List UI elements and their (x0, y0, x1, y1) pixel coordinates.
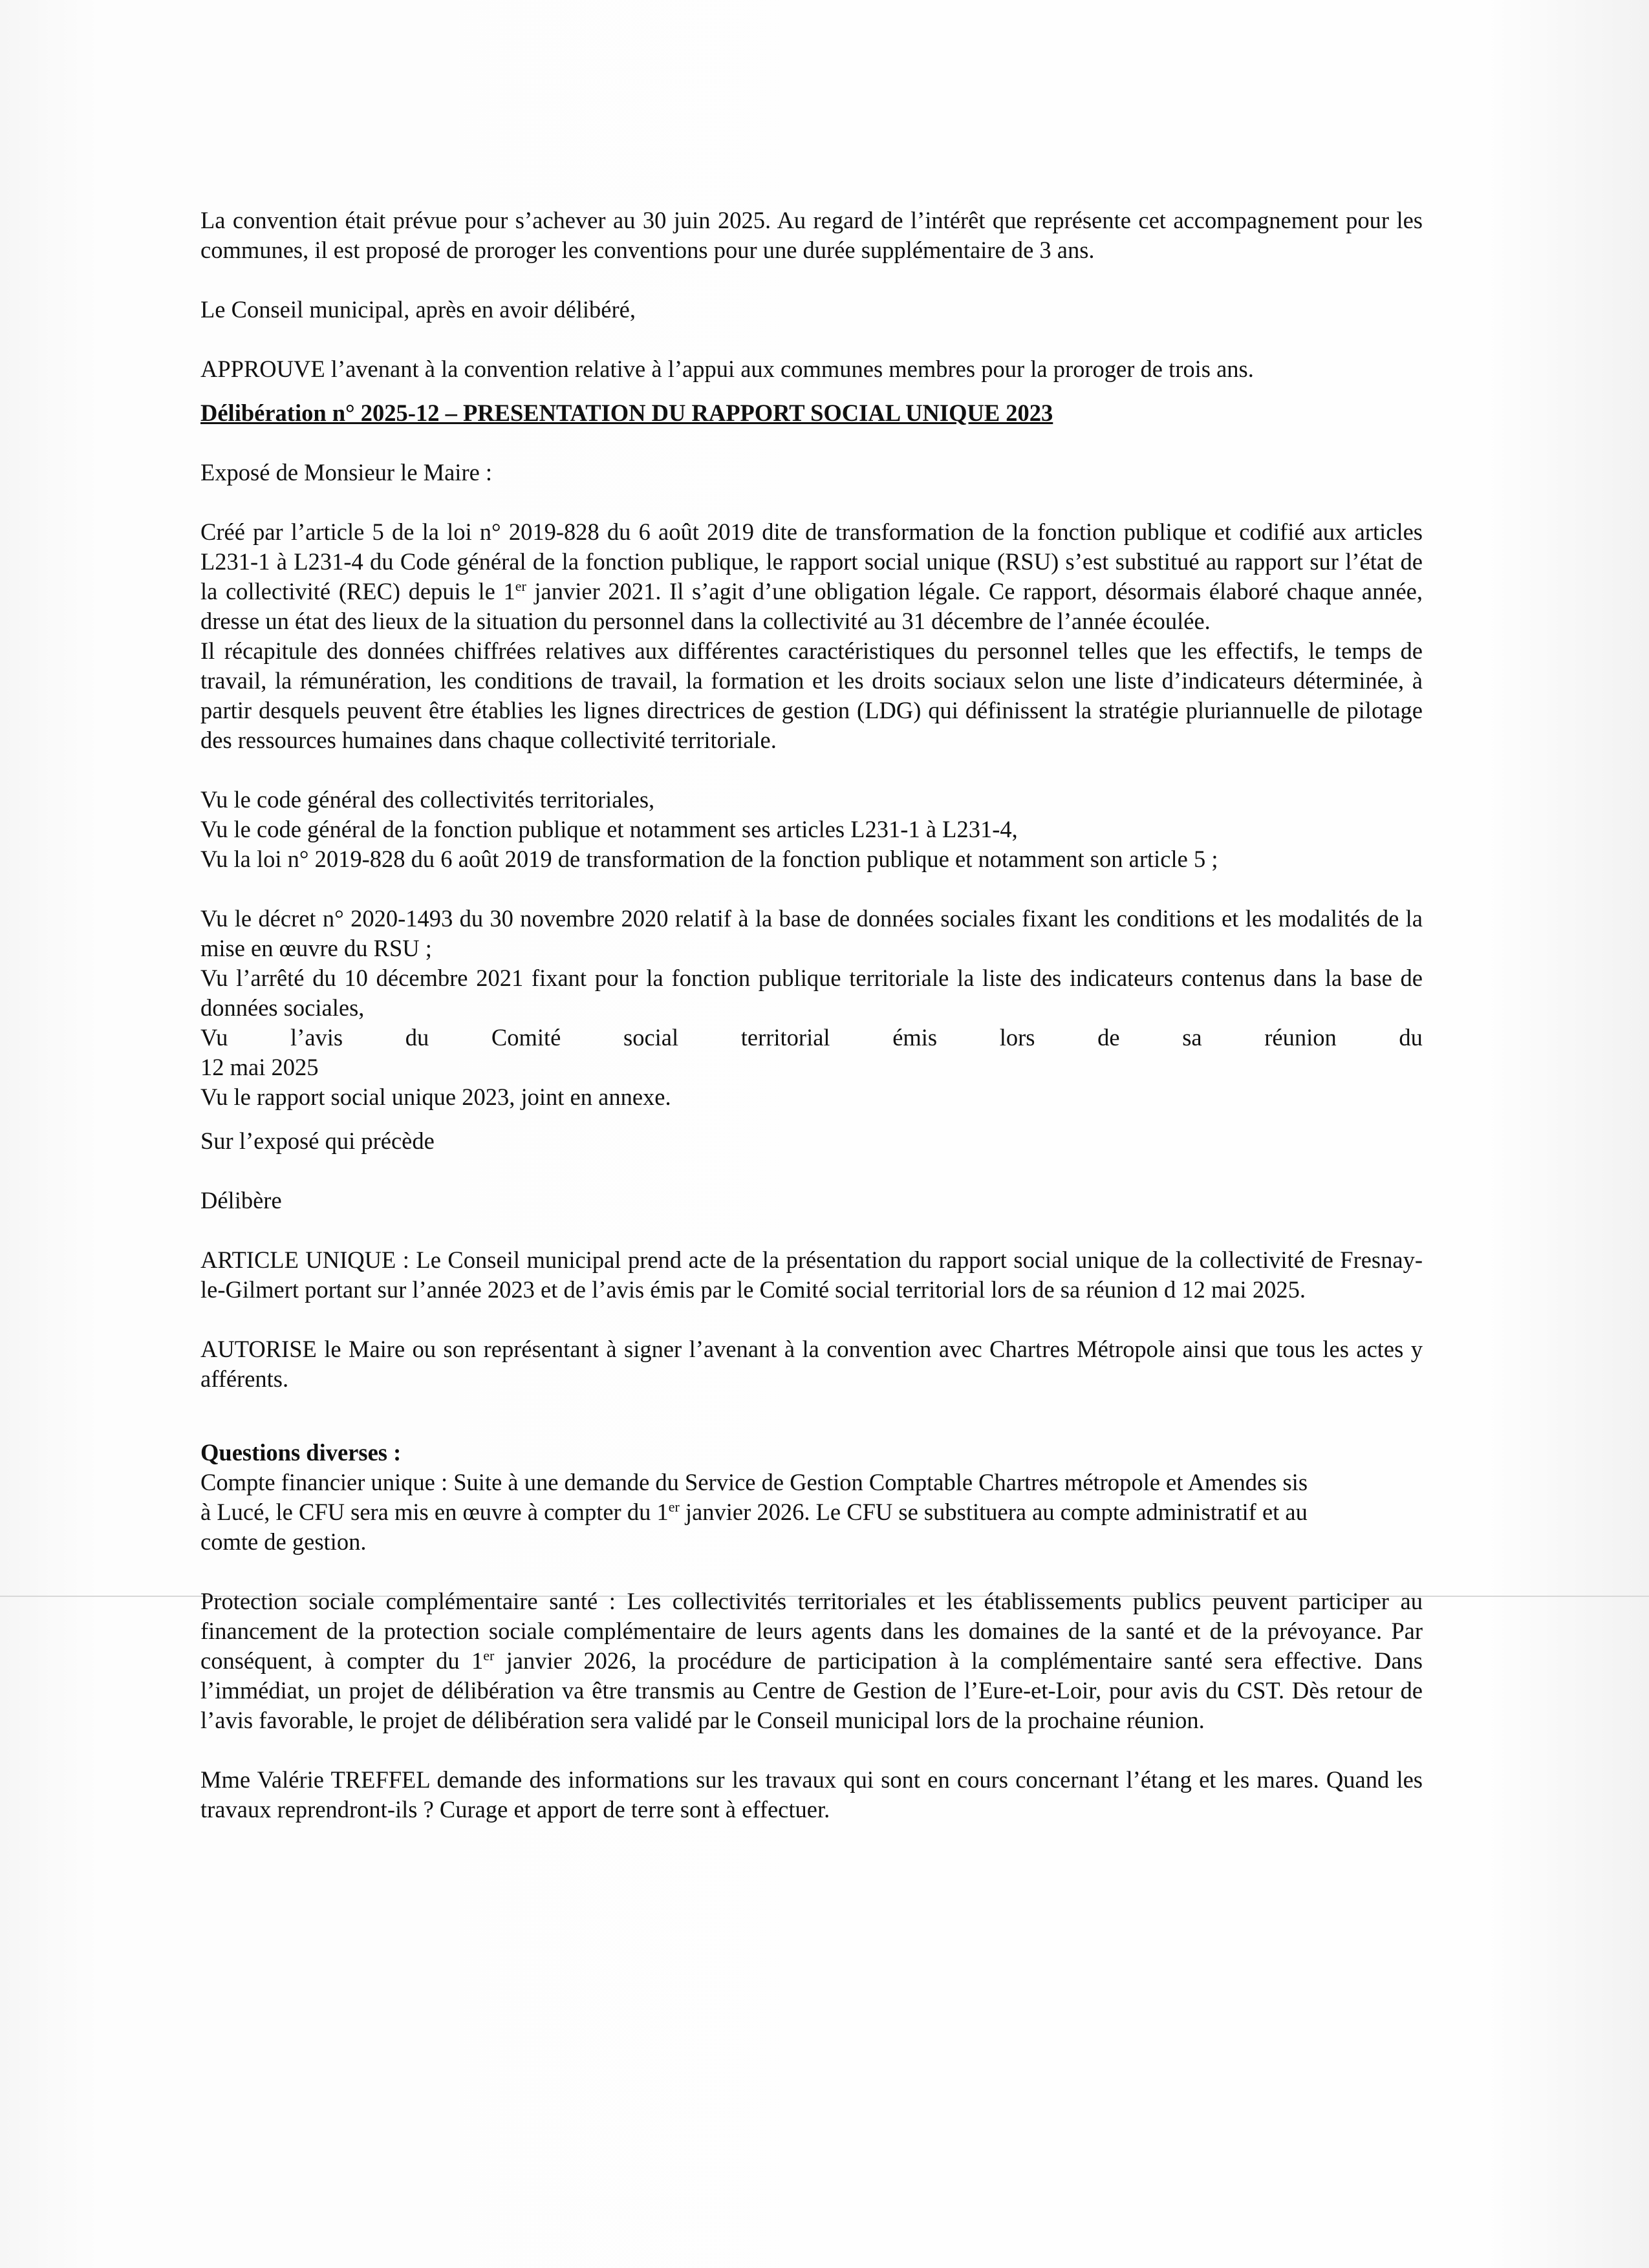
question-cfu (200, 1468, 1322, 1557)
vu-line-7: Vu le rapport social unique 2023, joint en annexe. (200, 1084, 671, 1110)
question-ps-sup: er (483, 1647, 495, 1664)
vu-line-1: Vu le code général des collectivités territoriales, (200, 786, 655, 813)
vu-line-4: Vu le décret n° 2020-1493 du 30 novembre 2020 relatif à la base de données sociales fixant les conditions et les modalités de la mise en œuvre du RSU ; (200, 905, 1423, 961)
vu-line-6-word: réunion (1264, 1024, 1337, 1051)
vu-line-6-word: l’avis (290, 1024, 343, 1051)
vu-line-2: Vu le code général de la fonction publique et notamment ses articles L231-1 à L231-4, (200, 816, 1018, 842)
deliberation-title: Délibération n° 2025-12 – PRESENTATION DU RAPPORT SOCIAL UNIQUE 2023 (200, 400, 1053, 426)
expose-line: Exposé de Monsieur le Maire : (200, 459, 493, 486)
question-ps-a: Protection sociale complémentaire santé : Les collectivités territoriales et les établissements publics peuvent participer au financement de la protection sociale complémentaire de leurs agents dans les domaines de la santé et de la prévoyance. Par conséquent, à compter du 1 (200, 1588, 1423, 1674)
question-cfu-b: janvier 2026. Le CFU se substituera au compte administratif et au comte de gestion. (200, 1499, 1308, 1555)
vu-line-6-word: Comité (491, 1024, 561, 1051)
autorise-paragraph: AUTORISE le Maire ou son représentant à signer l’avenant à la convention avec Chartres Métropole ainsi que tous les actes y afférents. (200, 1336, 1423, 1392)
questions-heading: Questions diverses : (200, 1439, 402, 1466)
vu-line-6 (200, 1023, 1423, 1053)
vu-line-5: Vu l’arrêté du 10 décembre 2021 fixant pour la fonction publique territoriale la liste des indicateurs contenus dans la base de données sociales, (200, 965, 1423, 1021)
question-travaux-etang: Mme Valérie TREFFEL demande des informations sur les travaux qui sont en cours concernant l’étang et les mares. Quand les travaux reprendront-ils ? Curage et apport de terre sont à effectuer. (200, 1766, 1423, 1823)
vu-line-6-word: de (1097, 1024, 1120, 1051)
question-protection-sociale (200, 1587, 1423, 1735)
delibere-line: Délibère (200, 1187, 282, 1214)
vu-line-6-word: du (1399, 1024, 1423, 1051)
question-ps-b: janvier 2026, la procédure de participation à la complémentaire santé sera effective. Dans l’immédiat, un projet de délibération va être transmis au Centre de Gestion de l’Eure-et-Loir, pour avis du CST. Dès retour de l’avis favorable, le projet de délibération sera validé par le Conseil municipal lors de la prochaine réunion. (200, 1647, 1423, 1733)
paragraph-convention: La convention était prévue pour s’achever au 30 juin 2025. Au regard de l’intérêt que représente cet accompagnement pour les communes, il est proposé de proroger les conventions pour une durée supplémentaire de 3 ans. (200, 207, 1423, 263)
sur-expose-line: Sur l’exposé qui précède (200, 1128, 435, 1154)
vu-line-6-word: territorial (740, 1024, 830, 1051)
vu-line-3: Vu la loi n° 2019-828 du 6 août 2019 de transformation de la fonction publique et notamment son article 5 ; (200, 846, 1218, 872)
paragraph-rsu-details: Il récapitule des données chiffrées relatives aux différentes caractéristiques du personnel telles que les effectifs, le temps de travail, la rémunération, les conditions de travail, la formation et les droits sociaux selon une liste d’indicateurs déterminée, à partir desquels peuvent être établies les lignes directrices de gestion (LDG) qui définissent la stratégie pluriannuelle de pilotage des ressources humaines dans chaque collectivité territoriale. (200, 637, 1423, 753)
question-cfu-a: Compte financier unique : Suite à une demande du Service de Gestion Comptable Chartres métropole et Amendes sis à Lucé, le CFU sera mis en œuvre à compter du 1 (200, 1469, 1308, 1525)
vu-line-6-word: Vu (200, 1024, 228, 1051)
rsu-intro-b: janvier 2021. Il s’agit d’une obligation légale. Ce rapport, désormais élaboré chaque année, dresse un état des lieux de la situation du personnel dans la collectivité au 31 décembre de l’année écoulée. (200, 578, 1423, 634)
vu-line-6-end: 12 mai 2025 (200, 1054, 319, 1080)
vu-line-6-word: émis (892, 1024, 938, 1051)
paragraph-conseil: Le Conseil municipal, après en avoir délibéré, (200, 296, 636, 323)
question-cfu-sup: er (668, 1498, 680, 1515)
vu-line-6-word: sa (1182, 1024, 1202, 1051)
paragraph-approuve: APPROUVE l’avenant à la convention relative à l’appui aux communes membres pour la proroger de trois ans. (200, 356, 1254, 382)
document-body (200, 206, 1423, 1824)
vu-line-6-word: lors (999, 1024, 1035, 1051)
vu-line-6-word: social (623, 1024, 679, 1051)
rsu-intro-a: Créé par l’article 5 de la loi n° 2019-828 du 6 août 2019 dite de transformation de la fonction publique et codifié aux articles L231-1 à L231-4 du Code général de la fonction publique, le rapport social unique (RSU) s’est substitué au rapport sur l’état de la collectivité (REC) depuis le 1 (200, 519, 1423, 604)
paragraph-rsu-intro (200, 517, 1423, 636)
rsu-intro-sup: er (515, 577, 526, 594)
article-unique: ARTICLE UNIQUE : Le Conseil municipal prend acte de la présentation du rapport social unique de la collectivité de Fresnay-le-Gilmert portant sur l’année 2023 et de l’avis émis par le Comité social territorial lors de sa réunion d 12 mai 2025. (200, 1246, 1423, 1303)
vu-line-6-word: du (405, 1024, 429, 1051)
